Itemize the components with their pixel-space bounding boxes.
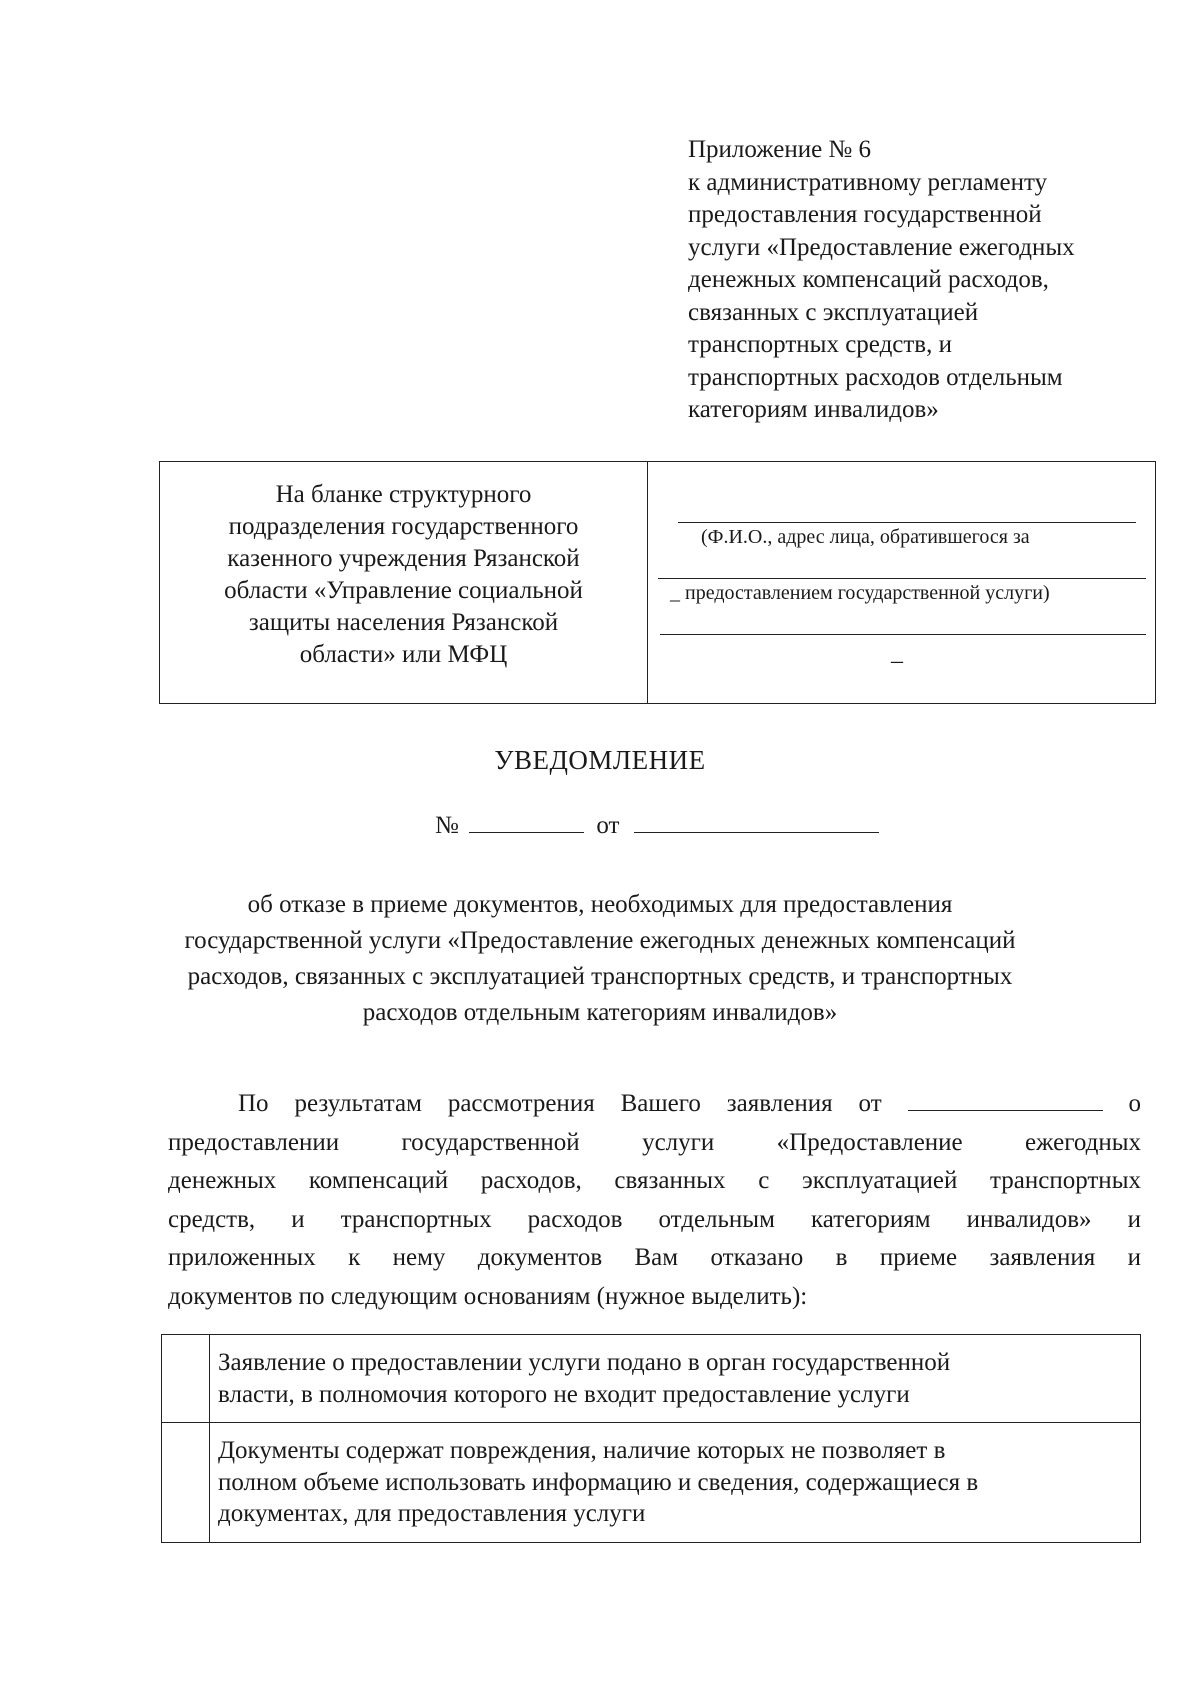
addressee-blank-line bbox=[658, 578, 1146, 579]
notice-title: УВЕДОМЛЕНИЕ bbox=[494, 745, 706, 775]
addressee-cell bbox=[648, 462, 1155, 703]
notice-body bbox=[168, 1085, 1141, 1316]
notice-number-line bbox=[435, 810, 879, 840]
letterhead-line: области «Управление социальной bbox=[224, 577, 583, 604]
subject-line: государственной услуги «Предоставление ежегодных денежных компенсаций bbox=[184, 927, 1016, 954]
reason-text bbox=[210, 1423, 986, 1542]
reason-selection-cell[interactable] bbox=[162, 1335, 210, 1422]
addressee-caption: _ предоставлением государственной услуги) bbox=[670, 582, 1050, 604]
application-date-blank bbox=[908, 1090, 1103, 1111]
appendix-line: к административному регламенту bbox=[688, 168, 1048, 196]
from-label: от bbox=[596, 812, 620, 839]
letterhead-line: подразделения государственного bbox=[228, 513, 579, 540]
notice-subject bbox=[150, 887, 1050, 1031]
reason-line: Заявление о предоставлении услуги подано в орган государственной bbox=[218, 1349, 951, 1376]
appendix-header bbox=[688, 134, 1148, 427]
letterhead-cell bbox=[160, 479, 647, 671]
letterhead-line: казенного учреждения Рязанской bbox=[227, 545, 580, 572]
appendix-line: денежных компенсаций расходов, bbox=[688, 266, 1049, 293]
reason-row[interactable] bbox=[162, 1335, 1140, 1422]
appendix-line: связанных с эксплуатацией bbox=[688, 298, 979, 326]
subject-line: расходов отдельным категориям инвалидов» bbox=[362, 999, 838, 1026]
body-line-start: По результатам рассмотрения Вашего заявления от bbox=[238, 1090, 882, 1117]
letterhead-line: защиты населения Рязанской bbox=[248, 609, 559, 636]
number-label: № bbox=[435, 812, 459, 839]
letterhead-line: На бланке структурного bbox=[275, 481, 532, 508]
header-table bbox=[159, 461, 1156, 704]
appendix-line: транспортных расходов отдельным bbox=[688, 363, 1063, 391]
body-line: средств, и транспортных расходов отдельным категориям инвалидов» и bbox=[168, 1205, 1141, 1233]
letterhead-line: области» или МФЦ bbox=[299, 641, 508, 668]
appendix-line: Приложение № 6 bbox=[688, 136, 872, 163]
appendix-line: категориям инвалидов» bbox=[688, 396, 939, 423]
reason-line: власти, в полномочия которого не входит предоставление услуги bbox=[218, 1380, 910, 1408]
addressee-dash: – bbox=[891, 648, 903, 674]
date-blank bbox=[634, 810, 879, 833]
body-line-end: о bbox=[1128, 1090, 1141, 1117]
reasons-table bbox=[161, 1334, 1141, 1543]
reason-text bbox=[210, 1335, 958, 1422]
body-line: документов по следующим основаниям (нужное выделить): bbox=[168, 1282, 808, 1310]
body-line: денежных компенсаций расходов, связанных с эксплуатацией транспортных bbox=[168, 1167, 1141, 1194]
appendix-line: услуги «Предоставление ежегодных bbox=[688, 233, 1075, 261]
addressee-blank-line bbox=[678, 522, 1136, 523]
body-line bbox=[168, 1085, 1141, 1124]
number-blank bbox=[469, 810, 584, 833]
reason-line: полном объеме использовать информацию и сведения, содержащиеся в bbox=[218, 1468, 979, 1496]
reason-row[interactable] bbox=[162, 1422, 1140, 1542]
reason-line: документах, для предоставления услуги bbox=[218, 1500, 646, 1527]
subject-line: об отказе в приеме документов, необходимых для предоставления bbox=[247, 891, 953, 918]
appendix-line: транспортных средств, и bbox=[688, 331, 952, 358]
appendix-line: предоставления государственной bbox=[688, 201, 1042, 228]
addressee-caption: (Ф.И.О., адрес лица, обратившегося за bbox=[701, 526, 1030, 548]
body-line: приложенных к нему документов Вам отказано в приеме заявления и bbox=[168, 1244, 1141, 1271]
body-line: предоставлении государственной услуги «Предоставление ежегодных bbox=[168, 1128, 1141, 1156]
subject-line: расходов, связанных с эксплуатацией транспортных средств, и транспортных bbox=[187, 963, 1013, 990]
addressee-blank-line bbox=[660, 634, 1146, 635]
reason-line: Документы содержат повреждения, наличие которых не позволяет в bbox=[218, 1437, 946, 1464]
reason-selection-cell[interactable] bbox=[162, 1423, 210, 1542]
